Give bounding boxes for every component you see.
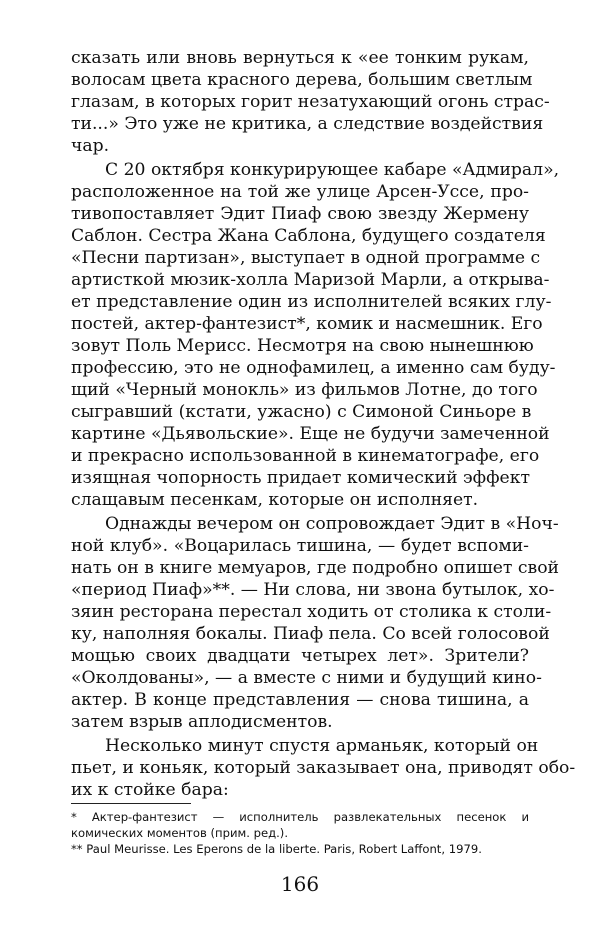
- body-line: ет представление один из исполнителей всяких глу-: [71, 292, 552, 312]
- body-line: зовут Поль Мерисс. Несмотря на свою нынешнюю: [71, 336, 534, 356]
- body-line: ти...» Это уже не критика, а следствие воздействия: [71, 114, 544, 134]
- body-line: «Околдованы», — а вместе с ними и будущий кино-: [71, 668, 542, 688]
- body-line: артисткой мюзик-холла Маризой Марли, а открыва-: [71, 270, 550, 290]
- body-line: мощью своих двадцати четырех лет». Зрители?: [71, 646, 529, 666]
- body-line: сыгравший (кстати, ужасно) с Симоной Синьоре в: [71, 402, 532, 422]
- body-line: сказать или вновь вернуться к «ее тонким рукам,: [71, 48, 529, 68]
- body-line: «период Пиаф»**. — Ни слова, ни звона бутылок, хо-: [71, 580, 555, 600]
- body-line: «Песни партизан», выступает в одной программе с: [71, 248, 541, 268]
- body-line: Саблон. Сестра Жана Саблона, будущего создателя: [71, 226, 546, 246]
- body-line: волосам цвета красного дерева, большим светлым: [71, 70, 533, 90]
- body-line: пьет, и коньяк, который заказывает она, приводят обо-: [71, 758, 576, 778]
- body-line: ной клуб». «Воцарилась тишина, — будет вспоми-: [71, 536, 529, 556]
- footnote-divider: [71, 803, 191, 804]
- body-line: расположенное на той же улице Арсен-Уссе, про-: [71, 182, 529, 202]
- body-line: глазам, в которых горит незатухающий огонь страс-: [71, 92, 550, 112]
- body-line: зяин ресторана перестал ходить от столика к столи-: [71, 602, 552, 622]
- body-line: профессию, это не однофамилец, а именно сам буду-: [71, 358, 556, 378]
- body-line: картине «Дьявольские». Еще не будучи замеченной: [71, 424, 550, 444]
- body-line: актер. В конце представления — снова тишина, а: [71, 690, 529, 710]
- body-line: затем взрыв аплодисментов.: [71, 712, 333, 732]
- body-line: их к стойке бара:: [71, 780, 229, 800]
- body-line: ку, наполняя бокалы. Пиаф пела. Со всей голосовой: [71, 624, 550, 644]
- body-line: щий «Черный монокль» из фильмов Лотне, до того: [71, 380, 538, 400]
- body-line: и прекрасно использованной в кинематографе, его: [71, 446, 540, 466]
- page-number: 166: [280, 872, 320, 896]
- paragraph-first-line: Однажды вечером он сопровождает Эдит в «Ноч-: [105, 514, 559, 534]
- paragraph-first-line: С 20 октября конкурирующее кабаре «Адмирал»,: [105, 160, 560, 180]
- paragraph-first-line: Несколько минут спустя арманьяк, который он: [105, 736, 539, 756]
- body-line: чар.: [71, 136, 110, 156]
- body-line: слащавым песенкам, которые он исполняет.: [71, 490, 479, 510]
- footnote-line: ** Paul Meurisse. Les Eperons de la liberte. Paris, Robert Laffont, 1979.: [71, 842, 482, 856]
- body-line: изящная чопорность придает комический эффект: [71, 468, 530, 488]
- body-line: тивопоставляет Эдит Пиаф свою звезду Жермену: [71, 204, 529, 224]
- body-line: постей, актер-фантезист*, комик и насмешник. Его: [71, 314, 543, 334]
- footnote-line: комических моментов (прим. ред.).: [71, 826, 288, 840]
- body-line: нать он в книге мемуаров, где подробно опишет свой: [71, 558, 560, 578]
- footnote-line: * Актер-фантезист — исполнитель развлекательных песенок и: [71, 810, 529, 824]
